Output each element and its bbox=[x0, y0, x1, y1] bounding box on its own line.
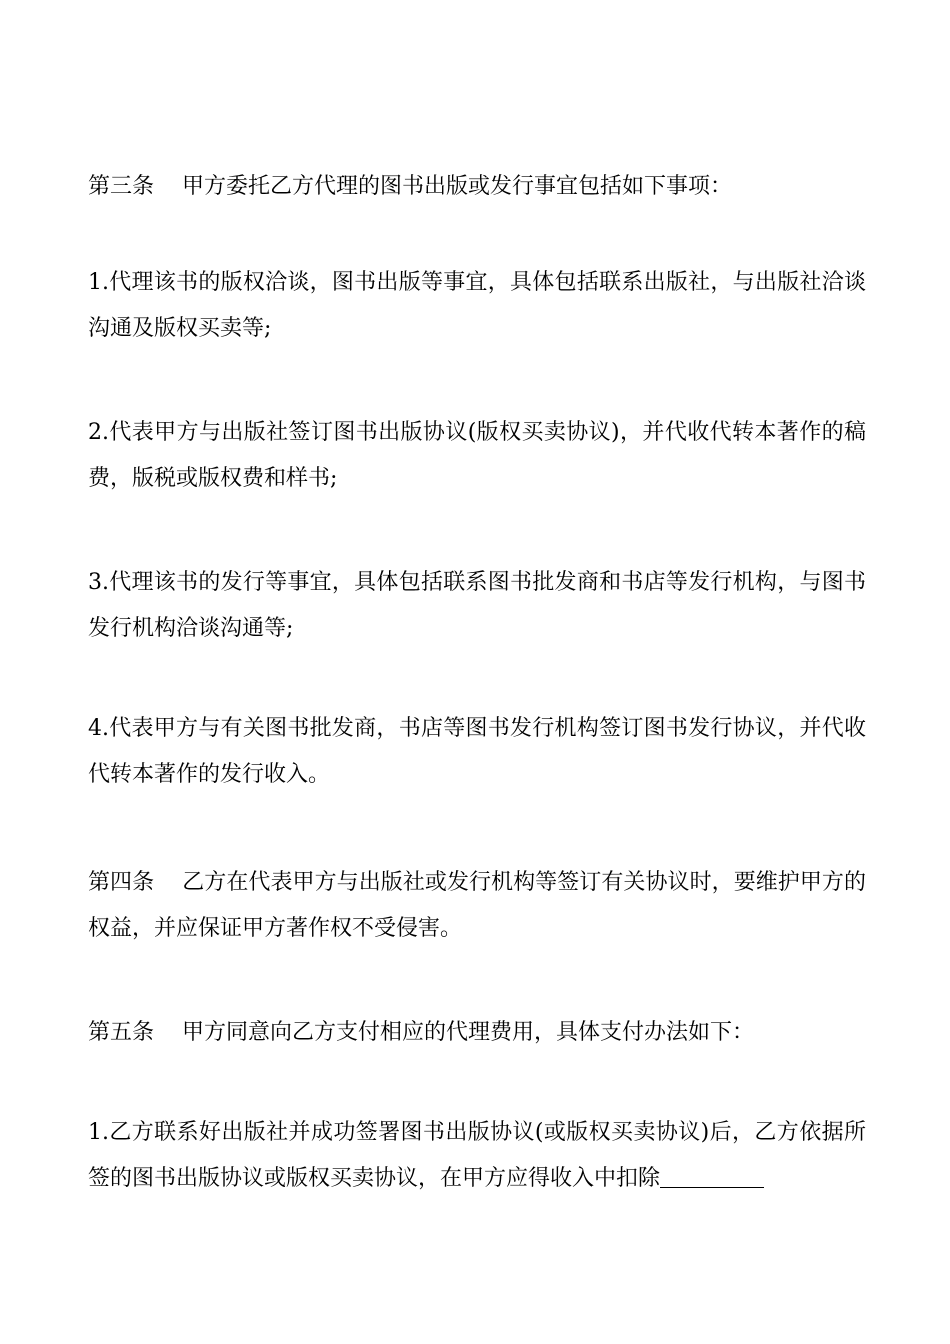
article-4-text: 乙方在代表甲方与出版社或发行机构等签订有关协议时，要维护甲方的权益，并应保证甲方著作权不受侵害。 bbox=[88, 870, 866, 941]
fill-in-blank bbox=[660, 1165, 764, 1188]
article-3-item-3-text: 3.代理该书的发行等事宜，具体包括联系图书批发商和书店等发行机构，与图书发行机构洽谈沟通等; bbox=[88, 570, 866, 641]
article-3-label: 第三条 bbox=[88, 174, 155, 199]
article-5-item-1 bbox=[88, 1110, 866, 1202]
article-5-label: 第五条 bbox=[88, 1020, 155, 1045]
article-5-text: 甲方同意向乙方支付相应的代理费用，具体支付办法如下： bbox=[182, 1020, 755, 1045]
article-3-item-2 bbox=[88, 410, 866, 502]
article-3-item-4 bbox=[88, 706, 866, 798]
article-3-item-3 bbox=[88, 560, 866, 652]
article-5-paragraph bbox=[88, 1010, 866, 1056]
article-5-item-1-text: 1.乙方联系好出版社并成功签署图书出版协议(或版权买卖协议)后，乙方依据所签的图书出版协议或版权买卖协议，在甲方应得收入中扣除 bbox=[88, 1120, 866, 1191]
article-3-paragraph bbox=[88, 164, 866, 210]
article-3-item-2-text: 2.代表甲方与出版社签订图书出版协议(版权买卖协议)，并代收代转本著作的稿费，版税或版权费和样书; bbox=[88, 420, 866, 491]
article-4-label: 第四条 bbox=[88, 870, 155, 895]
article-4-paragraph bbox=[88, 860, 866, 952]
article-3-item-4-text: 4.代表甲方与有关图书批发商，书店等图书发行机构签订图书发行协议，并代收代转本著作的发行收入。 bbox=[88, 716, 866, 787]
article-3-item-1 bbox=[88, 260, 866, 352]
article-3-text: 甲方委托乙方代理的图书出版或发行事宜包括如下事项： bbox=[182, 174, 733, 199]
article-3-item-1-text: 1.代理该书的版权洽谈，图书出版等事宜，具体包括联系出版社，与出版社洽谈沟通及版权买卖等; bbox=[88, 270, 866, 341]
